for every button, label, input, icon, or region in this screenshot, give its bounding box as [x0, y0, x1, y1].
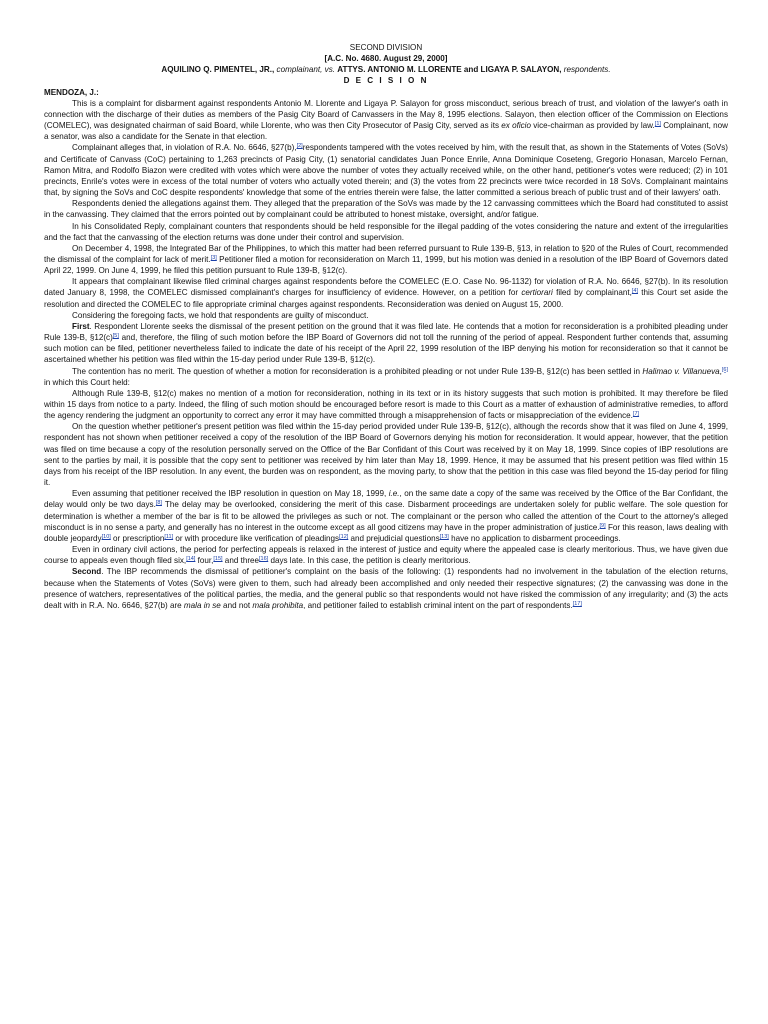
- footnote-link[interactable]: [16]: [259, 556, 269, 563]
- parties-line: [44, 64, 728, 75]
- text-run: This is a complaint for disbarment against respondents Antonio M. Llorente and Ligaya P. Salayon for gross misconduct, serious breach of trust, and violation of the lawyer's oath in connection with the discharge of their duties as members of the Pasig City Board of Canvassers in the May 8, 1995 elections. Salayon, then election officer of the Commission on Elections (COMELEC), was designated chairman of said Board, while Llorente, who was then City Prosecutor of Pasig City, served as its: [44, 98, 728, 131]
- text-run: in which this Court held:: [44, 377, 130, 387]
- paragraph: [44, 388, 728, 421]
- paragraph: [44, 198, 728, 220]
- footnote-link[interactable]: [6]: [721, 366, 728, 373]
- footnote-link[interactable]: [8]: [155, 500, 162, 507]
- paragraph: [44, 488, 728, 544]
- text-run: The contention has no merit. The question of whether a motion for reconsideration is a prohibited pleading or not under Rule 139-B, §12(c) has been settled in: [72, 366, 643, 376]
- footnote-link[interactable]: [3]: [210, 254, 217, 261]
- text-run: four,: [195, 556, 214, 566]
- footnote-link[interactable]: [11]: [164, 533, 174, 540]
- text-run: It appears that complainant likewise filed criminal charges against respondents before the COMELEC (E.O. Case No. 96-1132) for violation of R.A. No. 6646, §27(b). In its resolution dated January 8, 1998, the COMELEC dismissed complainant's charges for insufficiency of evidence. However, on a petition for: [44, 277, 728, 298]
- italic-text: i.e.: [388, 489, 400, 499]
- decision-title: D E C I S I O N: [343, 76, 429, 86]
- division-heading: SECOND DIVISION: [349, 43, 423, 52]
- paragraph: [44, 366, 728, 388]
- text-run: Complainant, now a senator, was also a candidate for the Senate in that election.: [44, 121, 728, 142]
- text-run: On the question whether petitioner's present petition was filed within the 15-day period provided under Rule 139-B, §12(c), although the records show that it was filed on June 4, 1999, respondent has not shown when petitioner received a copy of the resolution of the IBP Board of Governors denying his motion for reconsideration. It would appear, however, that the petition was filed on time because a copy of the resolution personally served on the Office of the Bar Confidant of this Court was received by it on May 18, 1999. Since copies of IBP resolutions are sent to the parties by mail, it is possible that the copy sent to petitioner was received by him later than May 18, 1999. Hence, it may be assumed that his present petition was filed within 15 days from his receipt of the IBP resolution. In any event, the burden was on respondent, as the moving party, to show that the petition in this case was filed beyond the 15-day period for filing it.: [44, 422, 728, 488]
- respondents-names: ATTYS. ANTONIO M. LLORENTE and LIGAYA P. SALAYON,: [337, 65, 562, 75]
- italic-text: certiorari: [521, 288, 553, 298]
- text-run: . Respondent Llorente seeks the dismissal of the present petition on the ground that it was filed late. He contends that a motion for reconsideration is a prohibited pleading under Rule 139-B, §12(c): [44, 321, 728, 343]
- text-run: Respondents denied the allegations against them. They alleged that the preparation of the SoVs was made by the 12 canvassing committees which the Board had constituted to assist in the canvassing. They claimed that the errors pointed out by complainant could be attributed to honest mistake, oversight, and/or fatigue.: [44, 199, 728, 220]
- text-run: and not: [220, 600, 253, 610]
- paragraph: [44, 421, 728, 488]
- footnote-link[interactable]: [12]: [339, 533, 349, 540]
- text-run: ,: [719, 366, 722, 376]
- respondents-role: respondents.: [561, 65, 611, 75]
- text-run: , and petitioner failed to establish criminal intent on the part of respondents.: [303, 600, 573, 610]
- paragraph: [44, 142, 728, 198]
- text-run: days late. In this case, the petition is clearly meritorious.: [268, 556, 471, 566]
- ponente: MENDOZA, J.:: [44, 87, 99, 97]
- text-run: On December 4, 1998, the Integrated Bar of the Philippines, to which this matter had been referred pursuant to Rule 139-B, §13, in relation to §20 of the Rules of Court, recommended the dismissal of the complaint for lack of merit.: [44, 243, 728, 264]
- paragraph: [44, 321, 728, 366]
- text-run: have no application to disbarment proceedings.: [448, 533, 621, 543]
- paragraph: [44, 310, 728, 321]
- text-run: filed by complainant,: [552, 288, 632, 298]
- italic-text: ex oficio: [501, 121, 531, 131]
- footnote-link[interactable]: [7]: [632, 411, 640, 418]
- paragraph: [44, 98, 728, 143]
- paragraph: [44, 566, 728, 611]
- text-run: Even in ordinary civil actions, the period for perfecting appeals is relaxed in the interest of justice and equity where the appealed case is clearly meritorious. Thus, we have given due course to appeals even though filed six,: [44, 545, 728, 566]
- complainant-name: AQUILINO Q. PIMENTEL, JR.,: [161, 65, 275, 75]
- footnote-link[interactable]: [10]: [101, 533, 111, 540]
- text-run: Complainant alleges that, in violation of R.A. No. 6646, §27(b),: [72, 143, 297, 153]
- footnote-link[interactable]: [1]: [654, 121, 661, 128]
- footnote-link[interactable]: [5]: [112, 333, 119, 340]
- text-run: For this reason, laws dealing with double jeopardy: [44, 522, 728, 543]
- text-run: Petitioner filed a motion for reconsideration on March 11, 1999, but his motion was denied in a resolution of the IBP Board of Governors dated April 22, 1999. On June 4, 1999, he filed this petition pursuant to Rule 139-B, §12(c).: [44, 254, 728, 276]
- text-run: this Court set aside the resolution and directed the COMELEC to file appropriate criminal charges against respondents. Reconsideration was denied on August 15, 2000.: [44, 288, 728, 309]
- section-lead: First: [72, 321, 90, 331]
- complainant-role: complainant, vs.: [274, 65, 338, 75]
- text-run: In his Consolidated Reply, complainant counters that respondents should be held responsible for the illegal padding of the votes considering the nature and extent of the irregularities and the fact that the canvassing of the election returns was done under their control and supervision.: [44, 221, 728, 242]
- decision-body: [44, 98, 728, 611]
- italic-text: mala in se: [183, 600, 221, 610]
- paragraph: [44, 276, 728, 309]
- text-run: and prejudicial questions: [348, 533, 440, 543]
- italic-text: Halimao v. Villanueva: [642, 366, 720, 376]
- footnote-link[interactable]: [17]: [572, 600, 582, 607]
- paragraph: [44, 221, 728, 243]
- footnote-link[interactable]: [2]: [296, 143, 303, 150]
- text-run: The delay may be overlooked, considering the merit of this case. Disbarment proceedings are undertaken solely for public welfare. The sole question for determination is whether a member of the bar is fit to be allowed the privileges as such or not. The complainant or the person who called the attention of the Court to the attorney's alleged misconduct is in no sense a party, and generally has no interest in the outcome except as all good citizens may have in the proper administration of justice.: [44, 500, 729, 532]
- footnote-link[interactable]: [9]: [599, 522, 606, 529]
- footnote-link[interactable]: [13]: [439, 533, 449, 540]
- text-run: Even assuming that petitioner received the IBP resolution in question on May 18, 1999,: [72, 489, 389, 499]
- text-run: Although Rule 139-B, §12(c) makes no mention of a motion for reconsideration, nothing in its text or in its history suggests that such motion is prohibited. It may therefore be filed within 15 days from notice to a party. Indeed, the filing of such motion should be encouraged before resort is made to this Court as a matter of exhaustion of administrative remedies, to afford the agency rendering the judgment an opportunity to correct any error it may have committed through a misapprehension of facts or misappreciation of the evidence.: [44, 388, 728, 421]
- section-lead: Second: [72, 567, 102, 577]
- text-run: and three: [222, 556, 260, 566]
- paragraph: [44, 544, 728, 566]
- text-run: or with procedure like verification of pleadings: [173, 533, 340, 543]
- text-run: and, therefore, the filing of such motion before the IBP Board of Governors did not toll the running of the period of appeal. Respondent further contends that, assuming such motion can be filed, petitioner nevertheless failed to indicate the date of his receipt of the April 22, 1999 resolution of the IBP denying his motion for reconsideration so that it cannot be ascertained whether his petition was filed within the 15-day period under Rule 139-B, §12(c).: [44, 333, 728, 365]
- footnote-link[interactable]: [15]: [213, 556, 223, 563]
- text-run: , on the same date a copy of the same was received by the Office of the Bar Confidant, the delay would only be two days.: [44, 489, 728, 510]
- text-run: vice-chairman as provided by law.: [530, 121, 655, 131]
- case-number: [A.C. No. 4680. August 29, 2000]: [324, 54, 448, 64]
- text-run: or prescription: [110, 533, 165, 543]
- italic-text: mala prohibita: [252, 600, 304, 610]
- paragraph: [44, 243, 728, 276]
- footnote-link[interactable]: [4]: [631, 288, 638, 295]
- text-run: respondents tampered with the votes received by him, with the result that, as shown in the Statements of Votes (SoVs) and Certificate of Canvass (CoC) pertaining to 1,263 precincts of Pasig City, (1) senatorial candidates Juan Ponce Enrile, Anna Dominique Coseteng, Gregorio Honasan, Marcelo Fernan, Ramon Mitra, and Rodolfo Biazon were credited with votes which were above the number of votes they actually received while, on the other hand, petitioner's votes were reduced; (2) in 101 precincts, Enrile's votes were in excess of the total number of voters who actually voted therein; and (3) the votes from 22 precincts were twice recorded in 18 SoVs. Complainant maintains that, by signing the SoVs and CoC despite respondents' knowledge that some of the entries therein were false, the latter committed a serious breach of public trust and of their lawyers' oath.: [44, 143, 728, 198]
- text-run: Considering the foregoing facts, we hold that respondents are guilty of misconduct.: [72, 310, 369, 320]
- footnote-link[interactable]: [14]: [186, 556, 196, 563]
- text-run: . The IBP recommends the dismissal of petitioner's complaint on the basis of the following: (1) respondents had no involvement in the tabulation of the election returns, because when the Statements of Votes (SoVs) were given to them, such had already been accomplished and only needed their respective signatures; (2) the canvassing was done in the presence of watchers, representatives of the political parties, the media, and the general public so that respondents would not have risked the commission of any irregularity; and (3) the acts dealt with in R.A. No. 6646, §27(b) are: [44, 567, 728, 610]
